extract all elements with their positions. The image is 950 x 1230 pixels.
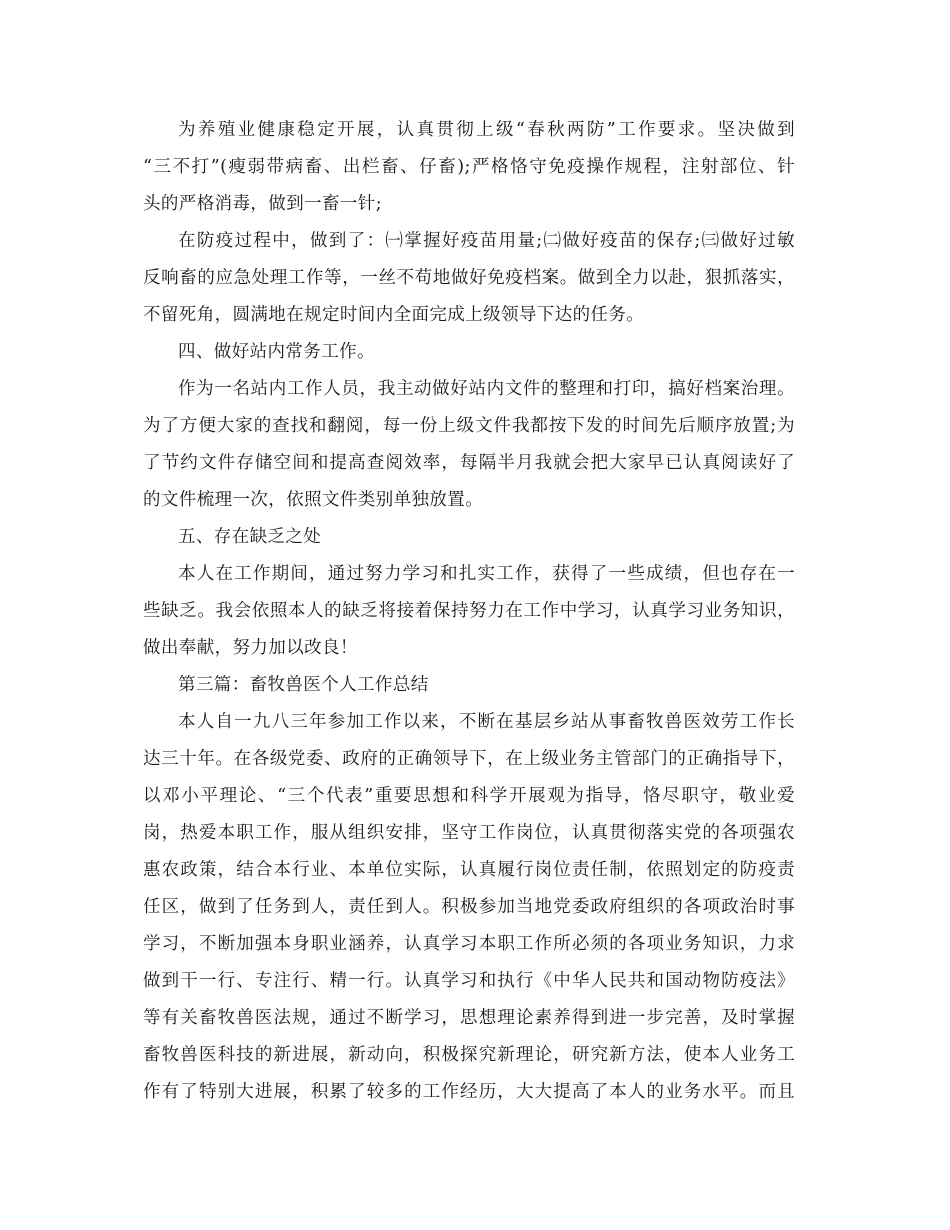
- text-line: 本人在工作期间，通过努力学习和扎实工作，获得了一些成绩，但也存在一: [178, 564, 795, 584]
- text-line: 为了方便大家的查找和翻阅，每一份上级文件我都按下发的时间先后顺序放置;为: [143, 416, 795, 436]
- text-line: 学习，不断加强本身职业涵养，认真学习本职工作所必须的各项业务知识，力求: [143, 934, 795, 954]
- text-line: 些缺乏。我会依照本人的缺乏将接着保持努力在工作中学习，认真学习业务知识，: [143, 601, 795, 621]
- text-line: 作有了特别大进展，积累了较多的工作经历，大大提高了本人的业务水平。而且: [143, 1082, 795, 1102]
- text-line: 等有关畜牧兽医法规，通过不断学习，思想理论素养得到进一步完善，及时掌握: [143, 1008, 795, 1028]
- text-line: 反响畜的应急处理工作等，一丝不苟地做好免疫档案。做到全力以赴，狠抓落实，: [143, 268, 795, 288]
- text-line: 惠农政策，结合本行业、本单位实际，认真履行岗位责任制，依照划定的防疫责: [143, 860, 795, 880]
- text-line: 的文件梳理一次，依照文件类别单独放置。: [143, 490, 484, 510]
- section-heading: 四、做好站内常务工作。: [178, 342, 375, 362]
- text-line: 做出奉献，努力加以改良！: [143, 638, 358, 658]
- section-heading: 第三篇：畜牧兽医个人工作总结: [178, 675, 429, 695]
- text-line: 本人自一九八三年参加工作以来，不断在基层乡站从事畜牧兽医效劳工作长: [178, 712, 795, 732]
- section-heading: 五、存在缺乏之处: [178, 527, 322, 547]
- text-line: 畜牧兽医科技的新进展，新动向，积极探究新理论，研究新方法，使本人业务工: [143, 1045, 795, 1065]
- text-line: 以邓小平理论、“三个代表”重要思想和科学开展观为指导，恪尽职守，敬业爱: [143, 786, 795, 806]
- text-line: “三不打”(瘦弱带病畜、出栏畜、仔畜);严格恪守免疫操作规程，注射部位、针: [143, 157, 795, 177]
- text-line: 不留死角，圆满地在规定时间内全面完成上级领导下达的任务。: [143, 305, 645, 325]
- text-line: 达三十年。在各级党委、政府的正确领导下，在上级业务主管部门的正确指导下，: [143, 749, 795, 769]
- text-line: 为养殖业健康稳定开展，认真贯彻上级“春秋两防”工作要求。坚决做到: [178, 120, 795, 140]
- text-line: 在防疫过程中，做到了：㈠掌握好疫苗用量;㈡做好疫苗的保存;㈢做好过敏: [178, 231, 795, 251]
- text-line: 了节约文件存储空间和提高查阅效率，每隔半月我就会把大家早已认真阅读好了: [143, 453, 795, 473]
- text-line: 头的严格消毒，做到一畜一针;: [143, 194, 382, 214]
- text-line: 任区，做到了任务到人，责任到人。积极参加当地党委政府组织的各项政治时事: [143, 897, 795, 917]
- text-line: 作为一名站内工作人员，我主动做好站内文件的整理和打印，搞好档案治理。: [178, 379, 795, 399]
- text-line: 岗，热爱本职工作，服从组织安排，坚守工作岗位，认真贯彻落实党的各项强农: [143, 823, 795, 843]
- text-line: 做到干一行、专注行、精一行。认真学习和执行《中华人民共和国动物防疫法》: [143, 971, 795, 991]
